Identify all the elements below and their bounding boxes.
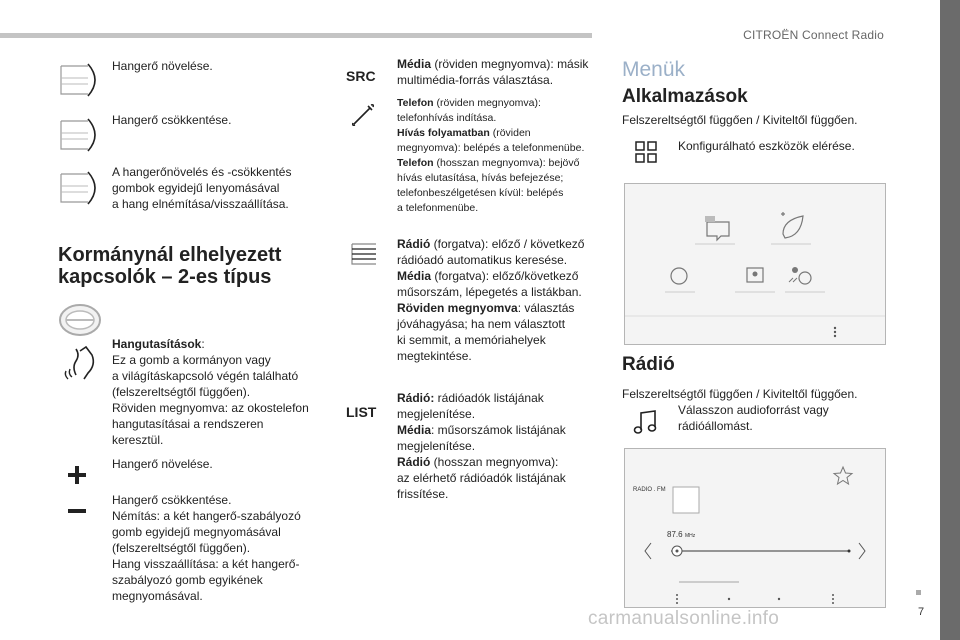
apps-title: Alkalmazások xyxy=(622,86,748,107)
minus-line: gomb egyidejű megnyomásával xyxy=(112,525,281,539)
list-bold: Média xyxy=(397,423,432,437)
steering-control-mute-icon xyxy=(58,166,102,208)
list-line: (hosszan megnyomva): xyxy=(430,455,559,469)
radio-screen-graphic xyxy=(625,449,885,607)
src-line: multimédia-forrás választása. xyxy=(397,73,554,87)
radio-subtitle: Felszereltségtől függően / Kiviteltől függően. xyxy=(622,387,858,401)
thumbwheel-icon xyxy=(348,240,380,268)
radio-screen xyxy=(624,448,886,608)
mute-line: gombok egyidejű lenyomásával xyxy=(112,181,280,195)
frequency-unit: MHz xyxy=(685,533,696,539)
minus-line: szabályozó gomb egyikének xyxy=(112,573,263,587)
phone-text xyxy=(397,96,584,216)
section-title-type2 xyxy=(58,244,281,288)
list-line: : műsorszámok listájának xyxy=(431,423,566,437)
plus-text: Hangerő növelése. xyxy=(112,457,213,471)
watermark: carmanualsonline.info xyxy=(588,608,780,629)
radio-more-icon xyxy=(832,594,834,604)
src-text xyxy=(397,56,588,88)
apps-screen xyxy=(624,183,886,345)
favorite-star-icon xyxy=(834,467,852,484)
minus-line: Hangerő csökkentése. xyxy=(112,493,232,507)
list-bold: Rádió xyxy=(397,455,431,469)
list-line: az elérhető rádióadók listájának xyxy=(397,471,566,485)
top-rule xyxy=(0,33,592,38)
src-bold: Média xyxy=(397,57,432,71)
apps-desc: Konfigurálható eszközök elérése. xyxy=(678,139,855,153)
eco-icon xyxy=(771,212,811,244)
tel-bold: Telefon xyxy=(397,97,434,109)
section-title-line: kapcsolók – 2-es típus xyxy=(58,266,272,288)
plus-icon xyxy=(66,464,88,486)
list-line: frissítése. xyxy=(397,487,449,501)
list-line: rádióadók listájának xyxy=(434,391,544,405)
tel-line: (hosszan megnyomva): bejövő xyxy=(433,157,580,169)
frequency-value: 87.6 xyxy=(667,530,683,539)
list-label: LIST xyxy=(346,404,377,420)
voice-line: Ez a gomb a kormányon vagy xyxy=(112,353,271,367)
radio-desc-line: Válasszon audioforrást vagy xyxy=(678,403,829,417)
side-bar xyxy=(940,0,960,640)
steering-wheel-icon xyxy=(58,303,102,337)
src-label: SRC xyxy=(346,68,376,84)
minus-line: (felszereltségtől függően). xyxy=(112,541,251,555)
music-note-icon xyxy=(632,408,660,436)
apps-grid-icon xyxy=(634,140,658,164)
list-line: megjelenítése. xyxy=(397,407,476,421)
driving-icon xyxy=(665,268,695,292)
climate-icon xyxy=(785,267,825,292)
list-text xyxy=(397,390,566,502)
dial-line: műsorszám, lépegetés a listákban. xyxy=(397,285,582,299)
dial-line: rádióadó automatikus keresése. xyxy=(397,253,568,267)
section-title-line: Kormánynál elhelyezett xyxy=(58,244,282,266)
band-label: RADIO . FM xyxy=(633,487,666,493)
mute-text xyxy=(112,164,291,212)
voice-line: keresztül. xyxy=(112,433,164,447)
phone-icon xyxy=(350,102,376,128)
dial-line: jóváhagyása; ha nem választott xyxy=(397,317,566,331)
voice-text: Hangutasítások: Ez a gomb a kormányon vagy a világításkapcsoló végén található (felszereltségtől függően). Röviden megnyomva: az okostelefon hangutasításai a rendszeren keresztül. xyxy=(112,337,309,447)
dial-line: (forgatva): előző/következő xyxy=(431,269,579,283)
dial-bold: Rádió xyxy=(397,237,431,251)
menu-title: Menük xyxy=(622,58,686,81)
steering-control-up-icon xyxy=(58,58,102,100)
radio-desc-line: rádióállomást. xyxy=(678,419,753,433)
more-icon xyxy=(834,327,836,337)
vol-up-text: Hangerő növelése. xyxy=(112,59,213,73)
tel-line: (röviden xyxy=(489,127,531,139)
mute-line: A hangerőnövelés és -csökkentés xyxy=(112,165,292,179)
tel-line: telefonbeszélgetésen kívül: belépés xyxy=(397,187,564,199)
contacts-icon xyxy=(735,268,775,292)
running-header: CITROËN Connect Radio xyxy=(743,28,884,42)
minus-line: Némítás: a két hangerő-szabályozó xyxy=(112,509,301,523)
list-bold: Rádió: xyxy=(397,391,435,405)
dial-line: : választás xyxy=(517,301,575,315)
minus-line: Hang visszaállítása: a két hangerő- xyxy=(112,557,300,571)
voice-line: a világításkapcsoló végén található xyxy=(112,369,299,383)
src-rest: (röviden megnyomva): másik xyxy=(431,57,589,71)
dial-bold: Média xyxy=(397,269,432,283)
tel-line: megnyomva): belépés a telefonmenübe. xyxy=(397,142,585,154)
next-station-icon[interactable] xyxy=(859,543,865,559)
apps-screen-graphic xyxy=(625,184,885,344)
tel-line: hívás elutasítása, hívás befejezése; xyxy=(397,172,564,184)
tel-line: a telefonmenübe. xyxy=(397,202,479,214)
radio-title: Rádió xyxy=(622,354,675,375)
prev-station-icon[interactable] xyxy=(645,543,651,559)
voice-command-icon xyxy=(62,345,98,383)
tel-line: (röviden megnyomva): xyxy=(433,97,541,109)
connected-nav-icon xyxy=(695,216,735,244)
vol-down-text: Hangerő csökkentése. xyxy=(112,113,232,127)
dial-line: ki semmit, a memóriahelyek xyxy=(397,333,546,347)
radio-menu-icon xyxy=(676,594,678,604)
tel-bold: Telefon xyxy=(397,157,434,169)
page-number: 7 xyxy=(918,606,925,618)
voice-line: Röviden megnyomva: az okostelefon xyxy=(112,401,309,415)
minus-icon xyxy=(66,500,88,522)
mute-line: a hang elnémítása/visszaállítása. xyxy=(112,197,289,211)
apps-subtitle: Felszereltségtől függően / Kiviteltől függően. xyxy=(622,113,858,127)
minus-text xyxy=(112,492,301,604)
station-artwork xyxy=(673,487,699,513)
voice-title: Hangutasítások xyxy=(112,337,202,351)
dial-line: megtekintése. xyxy=(397,349,472,363)
list-line: megjelenítése. xyxy=(397,439,476,453)
tel-line: telefonhívás indítása. xyxy=(397,112,497,124)
dial-line: (forgatva): előző / következő xyxy=(430,237,585,251)
page-dot xyxy=(916,590,921,595)
dial-text xyxy=(397,236,584,364)
tel-bold: Hívás folyamatban xyxy=(397,127,490,139)
steering-control-down-icon xyxy=(58,113,102,155)
minus-line: megnyomásával. xyxy=(112,589,203,603)
voice-line: (felszereltségtől függően). xyxy=(112,385,251,399)
dial-bold: Röviden megnyomva xyxy=(397,301,518,315)
voice-line: hangutasításai a rendszeren xyxy=(112,417,264,431)
radio-desc xyxy=(678,402,829,434)
